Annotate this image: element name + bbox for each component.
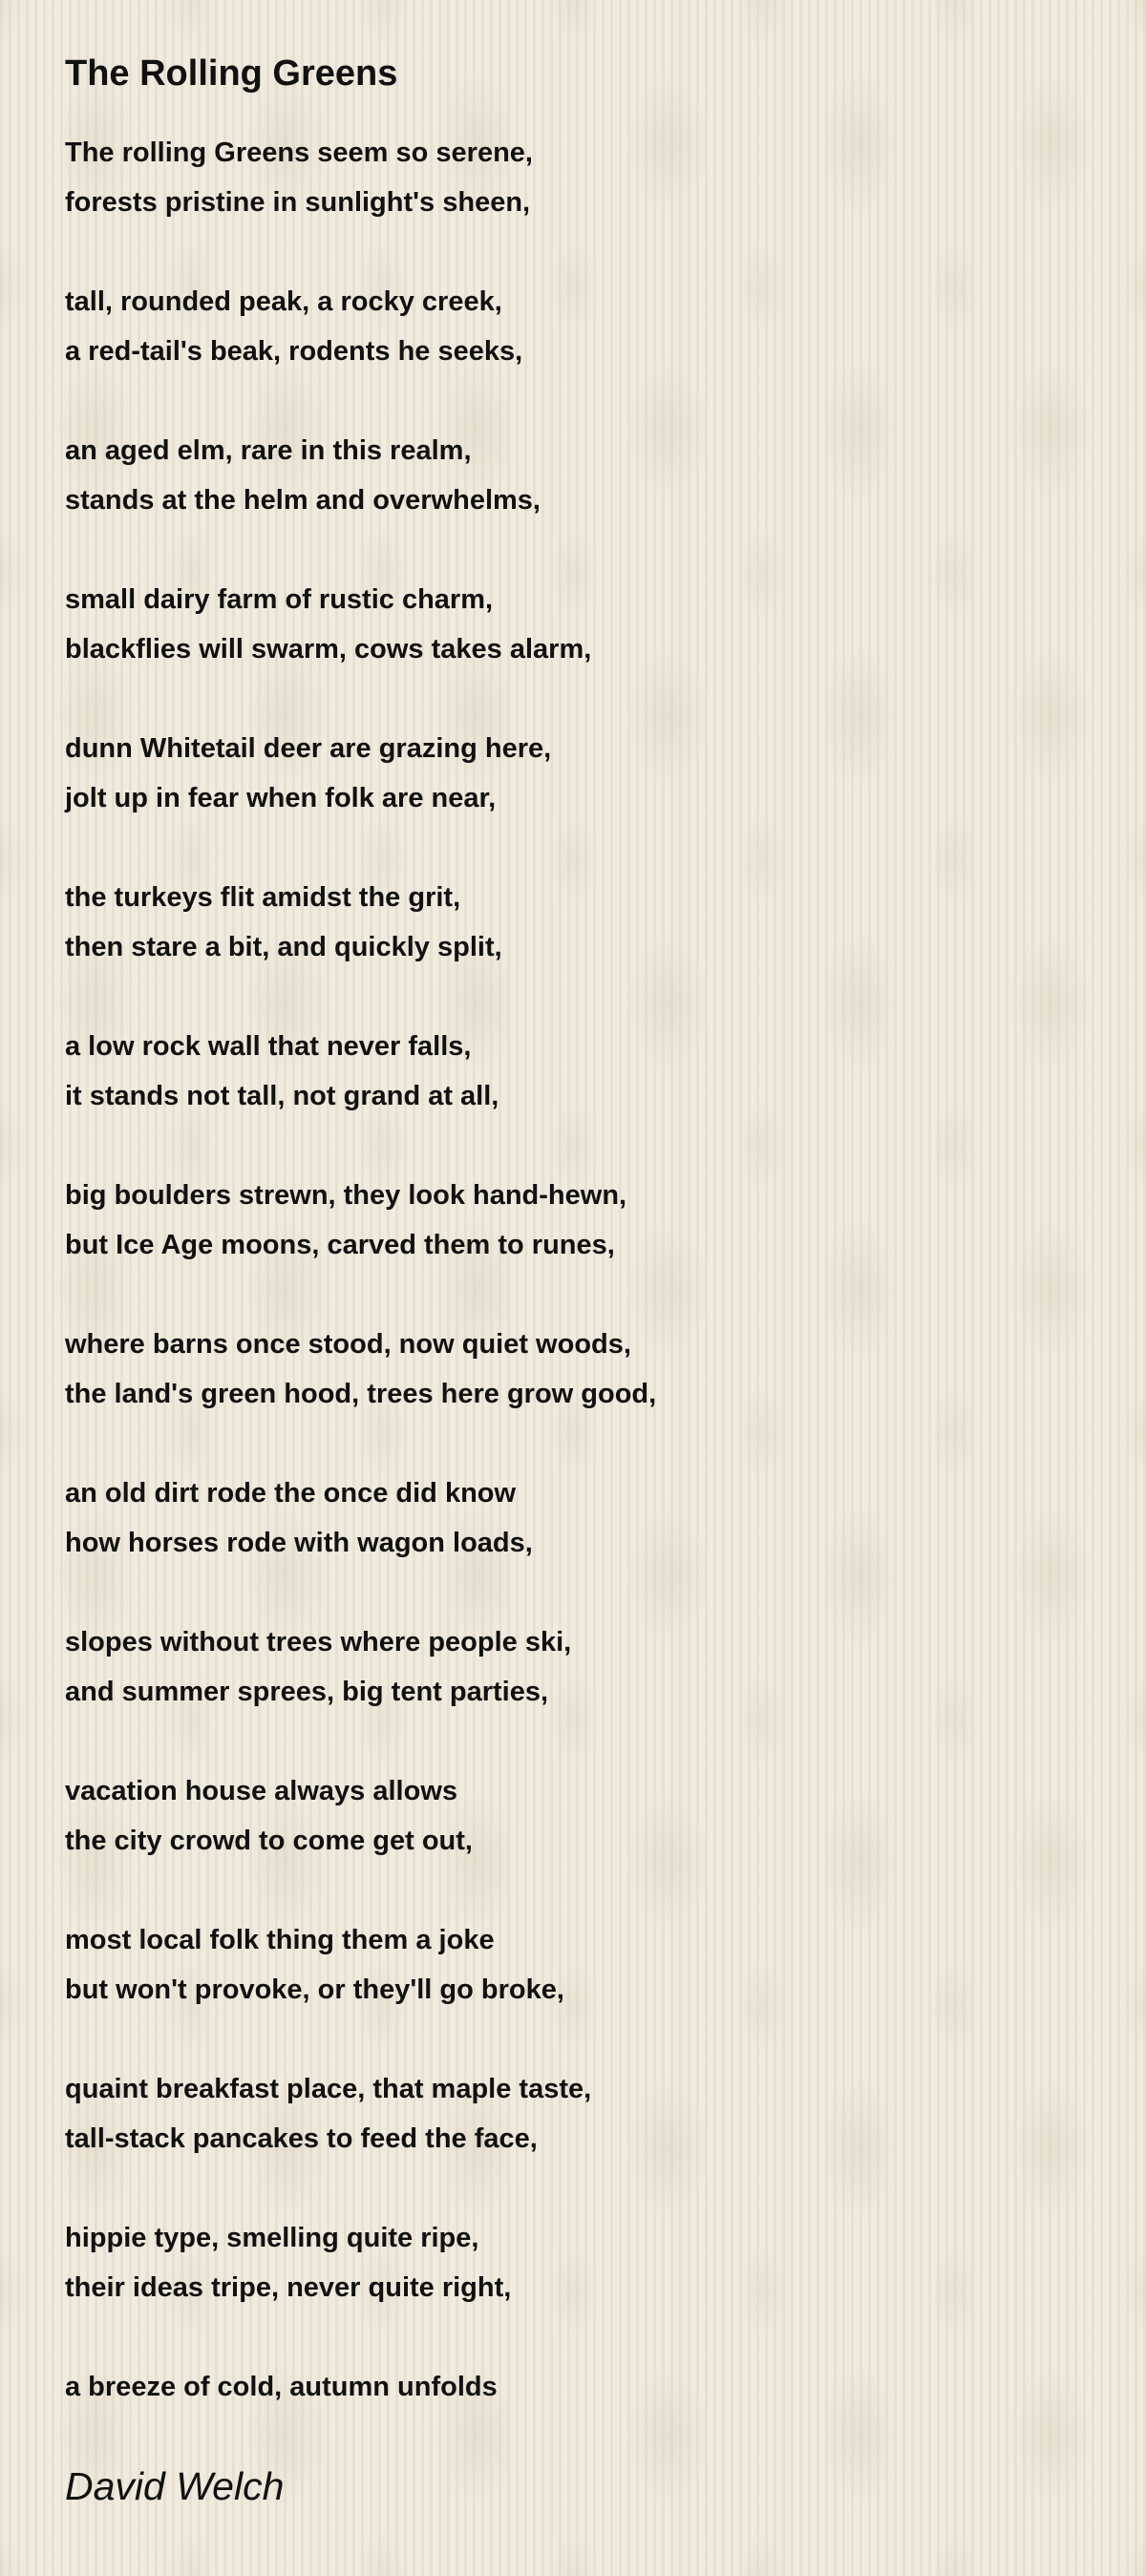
poem-line: slopes without trees where people ski, [65,1627,572,1658]
poem-line: tall-stack pancakes to feed the face, [65,2123,538,2154]
poem-line: their ideas tripe, never quite right, [65,2272,512,2303]
poem-stanza [65,2064,1096,2164]
poem-line: tall, rounded peak, a rocky creek, [65,286,502,317]
poem-stanza [65,1766,1096,1866]
poem-line: then stare a bit, and quickly split, [65,932,502,962]
poem-stanza [65,277,1096,376]
poem-line: and summer sprees, big tent parties, [65,1677,549,1707]
poem-line: a low rock wall that never falls, [65,1031,472,1062]
poem-stanza [65,1468,1096,1568]
poem-stanza [65,2362,1096,2412]
poem-author: David Welch [65,2464,285,2508]
poem-line: forests pristine in sunlight's sheen, [65,187,531,218]
poem-line: a breeze of cold, autumn unfolds [65,2372,498,2402]
poem-stanza [65,873,1096,972]
poem-line: quaint breakfast place, that maple taste, [65,2074,592,2104]
poem-line: the city crowd to come get out, [65,1826,473,1856]
poem-container [65,50,1096,2511]
poem-line: big boulders strewn, they look hand-hewn, [65,1180,627,1211]
poem-line: vacation house always allows [65,1776,457,1806]
poem-line: but won't provoke, or they'll go broke, [65,1974,564,2005]
poem-line: a red-tail's beak, rodents he seeks, [65,336,523,367]
poem-stanza [65,1022,1096,1121]
poem-line: The rolling Greens seem so serene, [65,137,533,168]
poem-stanza [65,1617,1096,1717]
poem-line: an aged elm, rare in this realm, [65,435,472,466]
poem-line: where barns once stood, now quiet woods, [65,1329,631,1360]
poem-line: jolt up in fear when folk are near, [65,783,497,813]
poem-line: small dairy farm of rustic charm, [65,584,494,615]
poem-line: dunn Whitetail deer are grazing here, [65,733,552,764]
poem-stanza [65,128,1096,227]
poem-line: stands at the helm and overwhelms, [65,485,541,516]
poem-line: an old dirt rode the once did know [65,1478,517,1509]
poem-line: most local folk thing them a joke [65,1925,495,1955]
poem-line: it stands not tall, not grand at all, [65,1081,499,1111]
poem-stanza [65,1320,1096,1419]
poem-line: but Ice Age moons, carved them to runes, [65,1230,615,1260]
poem-stanza [65,575,1096,674]
poem-line: hippie type, smelling quite ripe, [65,2223,479,2253]
poem-line: the land's green hood, trees here grow good, [65,1379,657,1409]
poem-line: the turkeys flit amidst the grit, [65,882,461,913]
poem-stanza [65,2213,1096,2312]
poem-line: blackflies will swarm, cows takes alarm, [65,634,592,665]
poem-title: The Rolling Greens [65,53,398,94]
poem-stanza [65,426,1096,525]
poem-stanza [65,1915,1096,2015]
poem-stanza [65,1171,1096,1270]
poem-line: how horses rode with wagon loads, [65,1528,533,1558]
poem-body [65,128,1096,2412]
poem-stanza [65,724,1096,823]
